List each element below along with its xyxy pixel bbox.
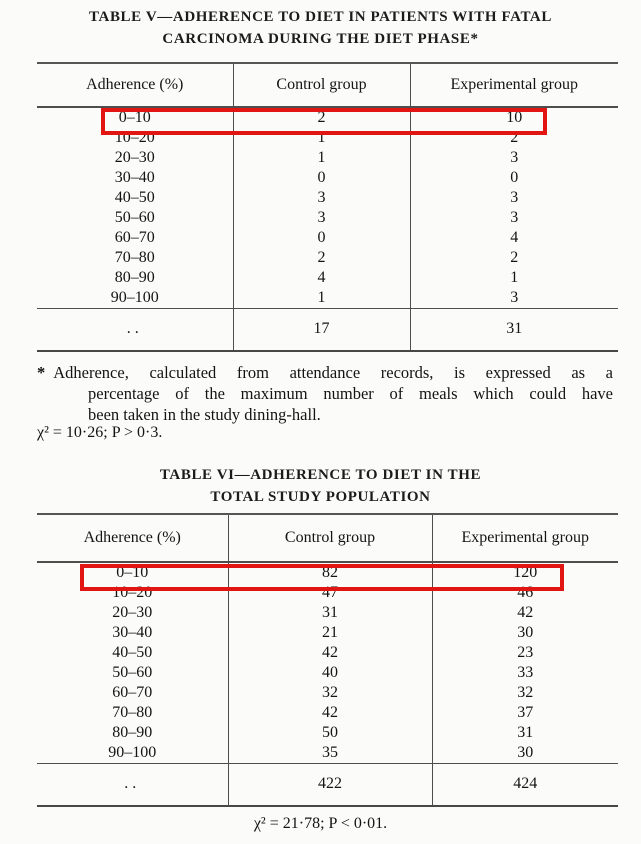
table-row <box>37 643 618 663</box>
experimental-value-cell: 31 <box>432 723 618 743</box>
experimental-value-cell: 3 <box>410 288 618 309</box>
column-header-control: Control group <box>228 514 432 562</box>
control-value-cell: 4 <box>233 268 410 288</box>
control-value-cell: 35 <box>228 743 432 764</box>
total-row <box>37 764 618 806</box>
control-value-cell: 40 <box>228 663 432 683</box>
column-header-adherence: Adherence (%) <box>37 514 228 562</box>
table6-header-row <box>37 514 618 562</box>
control-value-cell: 42 <box>228 643 432 663</box>
experimental-value-cell: 30 <box>432 743 618 764</box>
table5 <box>37 62 618 352</box>
table5-header-row <box>37 63 618 107</box>
table-row <box>37 683 618 703</box>
table5-chi-square-stat: χ² = 10·26; P > 0·3. <box>37 424 163 441</box>
adherence-range-cell: 70–80 <box>112 704 153 721</box>
total-control-cell: 17 <box>233 309 410 351</box>
experimental-value-cell: 3 <box>410 208 618 228</box>
control-value-cell: 0 <box>233 228 410 248</box>
total-label-cell: .. <box>37 309 233 351</box>
experimental-value-cell: 23 <box>432 643 618 663</box>
experimental-value-cell: 37 <box>432 703 618 723</box>
adherence-range-cell: 10–20 <box>112 584 153 601</box>
footnote-asterisk: * <box>37 363 46 382</box>
adherence-range-cell: 20–30 <box>114 149 155 166</box>
adherence-range-cell: 40–50 <box>114 189 155 206</box>
adherence-range-cell: 80–90 <box>112 724 153 741</box>
table-row <box>37 148 618 168</box>
total-experimental-cell: 31 <box>410 309 618 351</box>
experimental-value-cell: 2 <box>410 248 618 268</box>
column-header-experimental: Experimental group <box>432 514 618 562</box>
table-row <box>37 248 618 268</box>
control-value-cell: 50 <box>228 723 432 743</box>
adherence-range-cell: 0–10 <box>118 109 151 126</box>
control-value-cell: 82 <box>228 562 432 583</box>
control-value-cell: 1 <box>233 148 410 168</box>
adherence-range-cell: 0–10 <box>116 564 149 581</box>
table5-title-line1: TABLE V—ADHERENCE TO DIET IN PATIENTS WITH FATAL <box>89 9 552 25</box>
footnote-line: percentage of the maximum number of meals which could have <box>88 384 613 403</box>
table6-title-line1: TABLE VI—ADHERENCE TO DIET IN THE <box>159 467 482 483</box>
table-row <box>37 723 618 743</box>
control-value-cell: 31 <box>228 603 432 623</box>
experimental-value-cell: 3 <box>410 188 618 208</box>
adherence-range-cell: 70–80 <box>114 249 155 266</box>
total-label-cell: .. <box>37 764 228 806</box>
experimental-value-cell: 42 <box>432 603 618 623</box>
experimental-value-cell: 30 <box>432 623 618 643</box>
column-header-adherence: Adherence (%) <box>37 63 233 107</box>
table-row <box>37 703 618 723</box>
table5-title-line2: CARCINOMA DURING THE DIET PHASE* <box>162 31 479 47</box>
table-row <box>37 562 618 583</box>
adherence-range-cell: 20–30 <box>112 604 153 621</box>
experimental-value-cell: 10 <box>410 107 618 128</box>
control-value-cell: 32 <box>228 683 432 703</box>
column-header-control: Control group <box>233 63 410 107</box>
table6 <box>37 513 618 807</box>
column-header-experimental: Experimental group <box>410 63 618 107</box>
footnote-line <box>37 362 613 383</box>
table-row <box>37 168 618 188</box>
experimental-value-cell: 120 <box>432 562 618 583</box>
table-row <box>37 663 618 683</box>
adherence-range-cell: 30–40 <box>112 624 153 641</box>
control-value-cell: 21 <box>228 623 432 643</box>
experimental-value-cell: 1 <box>410 268 618 288</box>
table-row <box>37 603 618 623</box>
control-value-cell: 0 <box>233 168 410 188</box>
table-row <box>37 743 618 764</box>
footnote-text: Adherence, calculated from attendance records, is expressed as a <box>53 363 613 382</box>
footnote-line: been taken in the study dining-hall. <box>88 405 321 424</box>
experimental-value-cell: 2 <box>410 128 618 148</box>
adherence-range-cell: 90–100 <box>108 744 157 761</box>
adherence-range-cell: 60–70 <box>112 684 153 701</box>
table-row <box>37 288 618 309</box>
experimental-value-cell: 0 <box>410 168 618 188</box>
table-row <box>37 208 618 228</box>
table-row <box>37 583 618 603</box>
total-experimental-cell: 424 <box>432 764 618 806</box>
experimental-value-cell: 32 <box>432 683 618 703</box>
table6-chi-square-stat: χ² = 21·78; P < 0·01. <box>253 815 388 832</box>
adherence-range-cell: 50–60 <box>112 664 153 681</box>
adherence-range-cell: 30–40 <box>114 169 155 186</box>
control-value-cell: 1 <box>233 128 410 148</box>
adherence-range-cell: 80–90 <box>114 269 155 286</box>
control-value-cell: 2 <box>233 248 410 268</box>
total-row <box>37 309 618 351</box>
experimental-value-cell: 33 <box>432 663 618 683</box>
control-value-cell: 42 <box>228 703 432 723</box>
adherence-range-cell: 90–100 <box>110 289 159 306</box>
control-value-cell: 1 <box>233 288 410 309</box>
adherence-range-cell: 60–70 <box>114 229 155 246</box>
experimental-value-cell: 46 <box>432 583 618 603</box>
table6-title-line2: TOTAL STUDY POPULATION <box>210 489 431 505</box>
control-value-cell: 3 <box>233 208 410 228</box>
adherence-range-cell: 40–50 <box>112 644 153 661</box>
table-row <box>37 107 618 128</box>
table-row <box>37 623 618 643</box>
control-value-cell: 2 <box>233 107 410 128</box>
table-row <box>37 268 618 288</box>
table-row <box>37 188 618 208</box>
control-value-cell: 47 <box>228 583 432 603</box>
experimental-value-cell: 4 <box>410 228 618 248</box>
adherence-range-cell: 10–20 <box>114 129 155 146</box>
total-control-cell: 422 <box>228 764 432 806</box>
control-value-cell: 3 <box>233 188 410 208</box>
table-row <box>37 228 618 248</box>
footnote <box>37 362 613 425</box>
adherence-range-cell: 50–60 <box>114 209 155 226</box>
table-row <box>37 128 618 148</box>
experimental-value-cell: 3 <box>410 148 618 168</box>
